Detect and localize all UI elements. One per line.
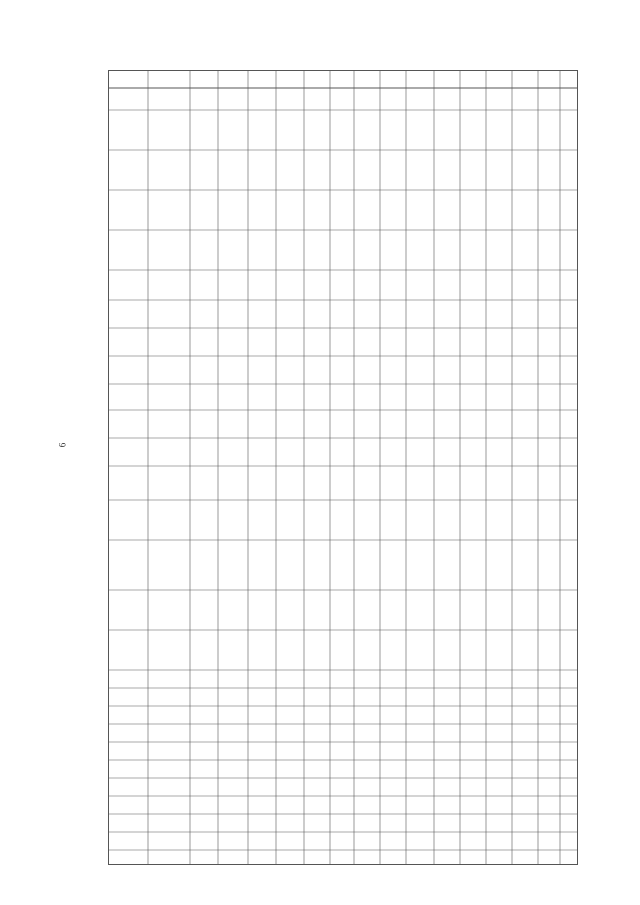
rotated-data-table	[108, 70, 578, 865]
table-grid	[108, 70, 578, 865]
page-number: 6	[57, 442, 68, 448]
table-border	[109, 71, 578, 865]
